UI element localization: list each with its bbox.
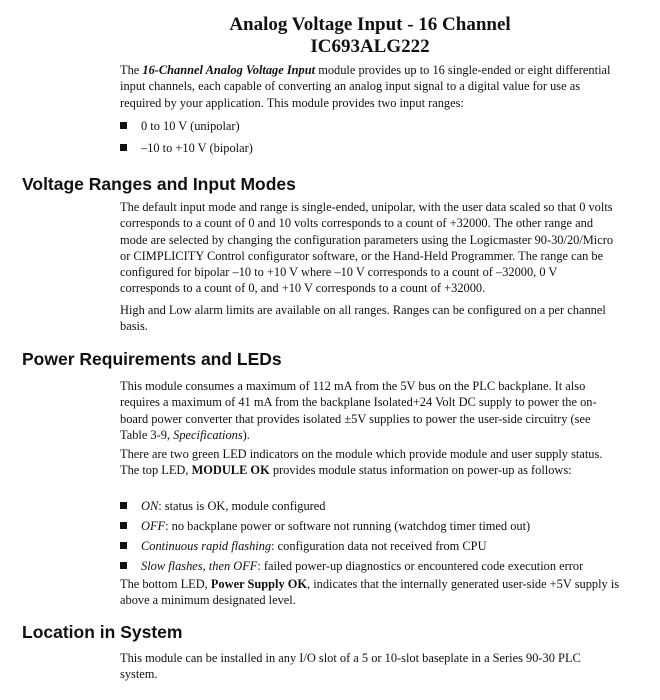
document-title: Analog Voltage Input - 16 Channel [229, 14, 511, 35]
voltage-ranges-paragraph: The default input mode and range is single-ended, unipolar, with the user data scaled so that 0 volts corresponds to a count of 0 and 10 volts corresponds to a count of +32000. The other range and mode are selected by changing the configuration parameters using the Logicmaster 90-30/20/Micro or CIMPLICITY Control configurator software, or the Hand-Held Programmer. The range can be configured for bipolar –10 to +10 V where –10 V corresponds to a count of –32000, 0 V corresponds to a count of 0, and +10 V corresponds to a count of +32000. [120, 200, 614, 296]
bullet-icon [120, 542, 127, 549]
section-heading-voltage-ranges: Voltage Ranges and Input Modes [22, 174, 296, 194]
intro-paragraph: The 16-Channel Analog Voltage Input module provides up to 16 single-ended or eight differential input channels, each capable of converting an analog input signal to a digital value for use as required by your application. This module provides two input ranges: [120, 63, 611, 110]
power-supply-ok-label: Power Supply OK [210, 577, 308, 591]
power-supply-paragraph: The bottom LED, Power Supply OK, indicates that the internally generated user-side +5V supply is above a minimum designated level. [120, 577, 620, 608]
list-item: OFF: no backplane power or software not running (watchdog timer timed out) [120, 518, 640, 534]
bullet-icon [120, 122, 127, 129]
section-heading-power: Power Requirements and LEDs [22, 349, 282, 369]
module-name-emphasis: 16-Channel Analog Voltage Input [142, 63, 316, 77]
list-item: 0 to 10 V (unipolar) [120, 118, 640, 134]
location-paragraph: This module can be installed in any I/O slot of a 5 or 10-slot baseplate in a Series 90-30 PLC system. [120, 651, 581, 682]
power-paragraph: This module consumes a maximum of 112 mA from the 5V bus on the PLC backplane. It also requires a maximum of 41 mA from the backplane Isolated+24 Volt DC supply to power the on-board power converter that provides isolated ±5V supplies to power the user-side circuitry (see Table 3-9, Specifications). [120, 379, 597, 442]
section-heading-location: Location in System [22, 622, 183, 642]
bullet-icon [120, 562, 127, 569]
catalog-number: IC693ALG222 [310, 36, 430, 57]
alarm-limits-paragraph: High and Low alarm limits are available on all ranges. Ranges can be configured on a per channel basis. [120, 303, 606, 334]
list-item: Slow flashes, then OFF: failed power-up diagnostics or encountered code execution error [120, 558, 640, 574]
bullet-icon [120, 144, 127, 151]
list-item: ON: status is OK, module configured [120, 498, 640, 514]
bullet-icon [120, 522, 127, 529]
led-paragraph: There are two green LED indicators on the module which provide module and user supply status. The top LED, MODULE OK provides module status information on power-up as follows: [120, 447, 603, 478]
module-ok-label: MODULE OK [191, 463, 270, 478]
list-item: –10 to +10 V (bipolar) [120, 140, 640, 156]
bullet-icon [120, 502, 127, 509]
list-item: Continuous rapid flashing: configuration data not received from CPU [120, 538, 640, 554]
